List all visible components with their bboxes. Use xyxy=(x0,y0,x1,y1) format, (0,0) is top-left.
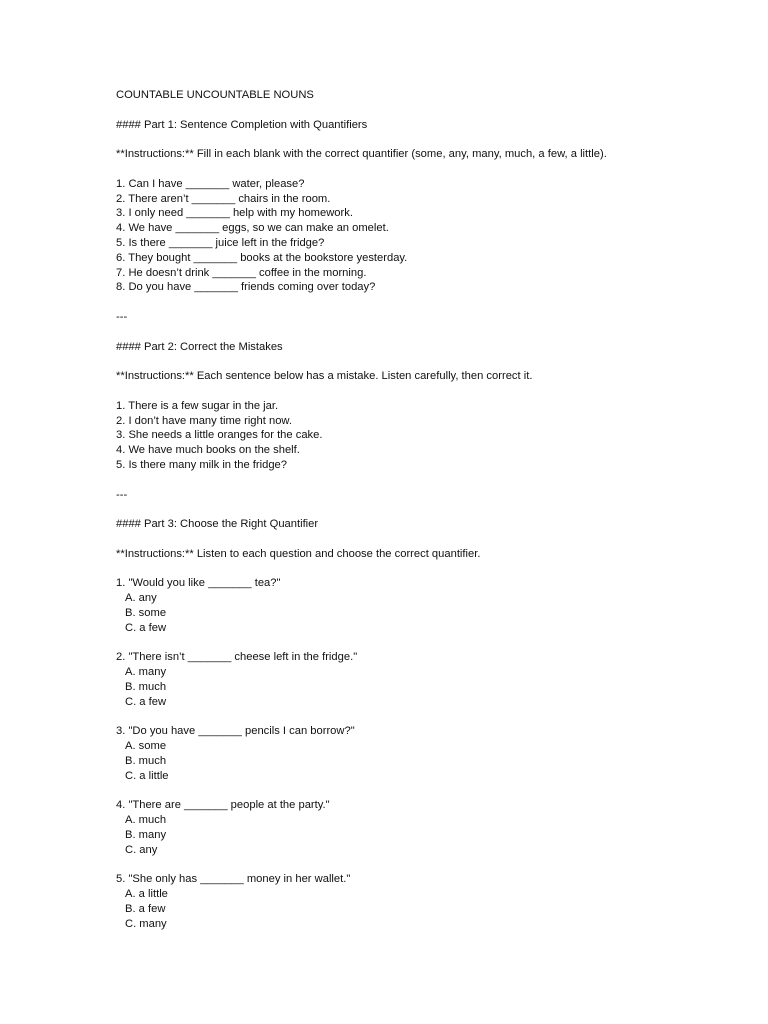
answer-option: C. many xyxy=(125,917,167,930)
part2-heading: #### Part 2: Correct the Mistakes xyxy=(116,340,283,353)
part3-question-block xyxy=(116,724,716,783)
document-body xyxy=(116,88,716,931)
spacer xyxy=(116,783,716,798)
spacer xyxy=(116,132,716,147)
part1-items xyxy=(116,177,716,295)
part3-question: 1. "Would you like _______ tea?" xyxy=(116,577,281,590)
spacer xyxy=(116,325,716,340)
part1-item: 6. They bought _______ books at the bookstore yesterday. xyxy=(116,251,408,264)
spacer xyxy=(116,562,716,577)
part2-item: 1. There is a few sugar in the jar. xyxy=(116,399,279,412)
part1-item: 3. I only need _______ help with my homework. xyxy=(116,207,353,220)
answer-option: A. any xyxy=(125,592,157,605)
part2-items xyxy=(116,399,716,473)
spacer xyxy=(116,532,716,547)
answer-option: B. a few xyxy=(125,902,166,915)
part2-item: 3. She needs a little oranges for the cake. xyxy=(116,429,323,442)
answer-option: B. much xyxy=(125,754,167,767)
separator: --- xyxy=(116,488,128,501)
part3-question-block xyxy=(116,798,716,857)
spacer xyxy=(116,502,716,517)
part1-item: 1. Can I have _______ water, please? xyxy=(116,177,305,190)
answer-option: C. any xyxy=(125,843,158,856)
separator: --- xyxy=(116,310,128,323)
answer-option: C. a few xyxy=(125,695,167,708)
part2-instructions: **Instructions:** Each sentence below has a mistake. Listen carefully, then correct it. xyxy=(116,370,533,383)
part1-item: 7. He doesn’t drink _______ coffee in the morning. xyxy=(116,266,367,279)
part1-item: 8. Do you have _______ friends coming over today? xyxy=(116,281,376,294)
part3-instructions: **Instructions:** Listen to each question and choose the correct quantifier. xyxy=(116,547,481,560)
answer-option: A. many xyxy=(125,666,167,679)
answer-option: A. a little xyxy=(125,888,168,901)
answer-option: A. much xyxy=(125,814,167,827)
part1-item: 5. Is there _______ juice left in the fridge? xyxy=(116,236,325,249)
part2-item: 2. I don’t have many time right now. xyxy=(116,414,292,427)
spacer xyxy=(116,384,716,399)
spacer xyxy=(116,354,716,369)
spacer xyxy=(116,473,716,488)
answer-option: B. some xyxy=(125,606,167,619)
spacer xyxy=(116,857,716,872)
spacer xyxy=(116,709,716,724)
answer-option: C. a few xyxy=(125,621,167,634)
part3-question: 4. "There are _______ people at the party." xyxy=(116,799,330,812)
part2-item: 4. We have much books on the shelf. xyxy=(116,444,300,457)
document-title: COUNTABLE UNCOUNTABLE NOUNS xyxy=(116,89,314,101)
spacer xyxy=(116,162,716,177)
part3-question: 5. "She only has _______ money in her wallet." xyxy=(116,873,351,886)
answer-option: C. a little xyxy=(125,769,169,782)
answer-option: A. some xyxy=(125,740,167,753)
part1-heading: #### Part 1: Sentence Completion with Quantifiers xyxy=(116,118,368,131)
part2-item: 5. Is there many milk in the fridge? xyxy=(116,458,287,471)
part3-question-block xyxy=(116,576,716,635)
part1-item: 4. We have _______ eggs, so we can make an omelet. xyxy=(116,222,389,235)
answer-option: B. many xyxy=(125,828,167,841)
spacer xyxy=(116,295,716,310)
part1-item: 2. There aren’t _______ chairs in the room. xyxy=(116,192,331,205)
part3-question: 3. "Do you have _______ pencils I can borrow?" xyxy=(116,725,355,738)
spacer xyxy=(116,635,716,650)
part3-heading: #### Part 3: Choose the Right Quantifier xyxy=(116,518,319,531)
part3-question-block xyxy=(116,872,716,931)
part3-question-block xyxy=(116,650,716,709)
answer-option: B. much xyxy=(125,680,167,693)
spacer xyxy=(116,103,716,118)
part3-question: 2. "There isn’t _______ cheese left in the fridge." xyxy=(116,651,358,664)
part1-instructions: **Instructions:** Fill in each blank with the correct quantifier (some, any, many, much, a few, a little). xyxy=(116,148,607,161)
